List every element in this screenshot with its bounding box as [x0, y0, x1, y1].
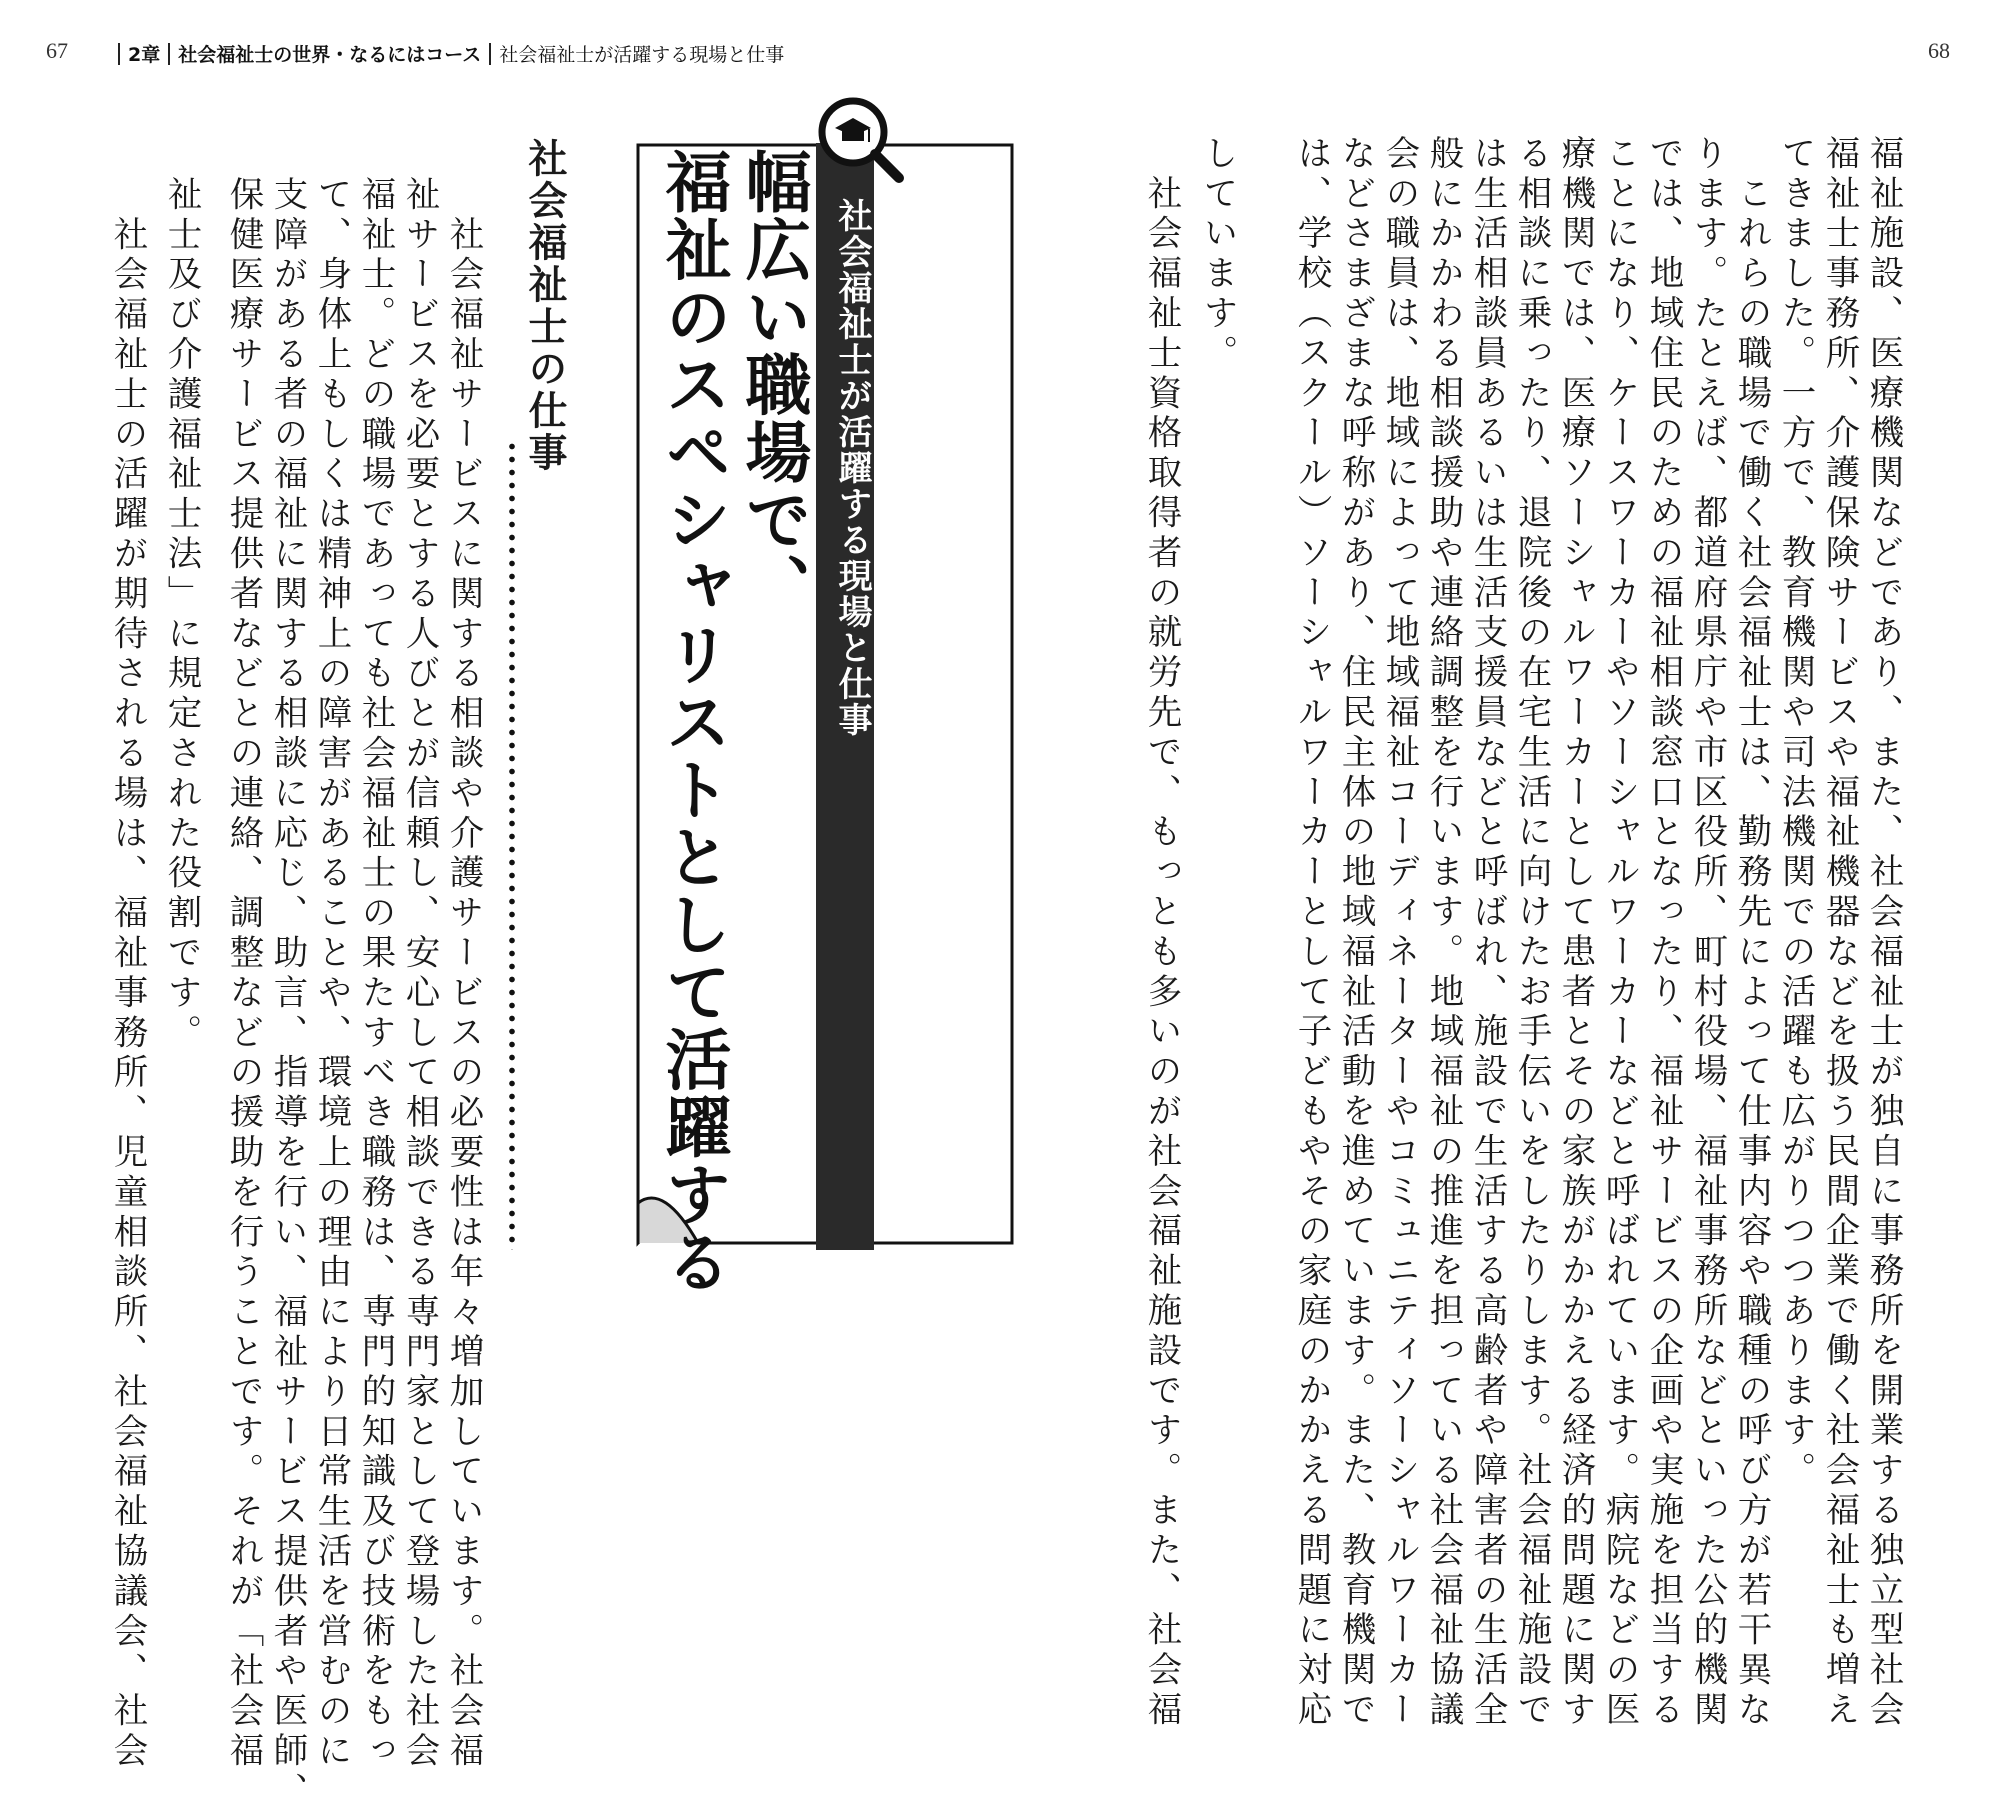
body-line: て、身体上もしくは精神上の障害があることや、環境上の理由により日常生活を営むのに: [311, 176, 351, 1772]
section-label: 社会福祉士の世界・なるにはコース: [178, 44, 482, 66]
body-line: 祉サービスを必要とする人びとが信頼し、安心して相談できる専門家として登場した社会: [399, 176, 439, 1772]
body-line: 社会福祉士の活躍が期待される場は、福祉事務所、児童相談所、社会福祉協議会、社会: [107, 176, 147, 1772]
body-line: 祉士及び介護福祉士法」に規定された役割です。: [161, 176, 201, 1054]
dotted-rule: [508, 440, 516, 1250]
body-line: ことになり、ケースワーカーやソーシャルワーカーなどと呼ばれています。病院などの医: [1599, 135, 1639, 1731]
body-line: ります。たとえば、都道府県庁や市区役所、町村役場、福祉事務所などといった公的機関: [1687, 135, 1727, 1731]
body-line: 会の職員は、地域によって地域福祉コーディネーターやコミュニティソーシャルワーカー: [1379, 135, 1419, 1731]
chapter-label: 2章: [128, 44, 161, 66]
header-divider: [489, 43, 491, 65]
body-line: 社会福祉士資格取得者の就労先で、もっとも多いのが社会福祉施設です。また、社会福: [1141, 135, 1181, 1731]
body-line: 社会福祉サービスに関する相談や介護サービスの必要性は年々増加しています。社会福: [443, 176, 483, 1772]
main-title-line-1: 幅広い職場で、: [734, 148, 811, 621]
page-number-left: 67: [46, 38, 68, 63]
body-line: これらの職場で働く社会福祉士は、勤務先によって仕事内容や職種の呼び方が若干異な: [1731, 135, 1771, 1731]
body-line: は、学校（スクール）ソーシャルワーカーとして子どもやその家庭のかかえる問題に対応: [1291, 135, 1331, 1731]
running-header: [110, 40, 784, 67]
header-divider: [168, 43, 170, 65]
section-heading: 社会福祉士の仕事: [522, 138, 567, 474]
body-line: 福祉士。どの職場であっても社会福祉士の果たすべき職務は、専門的知識及び技術をもっ: [355, 176, 395, 1772]
main-title-line-2: 福祉のスペシャリストとして活躍する: [654, 148, 731, 1296]
body-line: などさまざまな呼称があり、住民主体の地域福祉活動を進めています。また、教育機関で: [1335, 135, 1375, 1731]
body-line: では、地域住民のための福祉相談窓口となったり、福祉サービスの企画や実施を担当する: [1643, 135, 1683, 1731]
body-line: 般にかかわる相談援助や連絡調整を行います。地域福祉の推進を担っている社会福祉協議: [1423, 135, 1463, 1731]
body-line: る相談に乗ったり、退院後の在宅生活に向けたお手伝いをしたりします。社会福祉施設で: [1511, 135, 1551, 1731]
title-band-label: 社会福祉士が活躍する現場と仕事: [832, 198, 872, 738]
magnifier-cap-icon: [815, 94, 905, 184]
body-line: てきました。一方で、教育機関や司法機関での活躍も広がりつつあります。: [1775, 135, 1815, 1492]
body-line: 保健医療サービス提供者などとの連絡、調整などの援助を行うことです。それが「社会福: [223, 176, 263, 1772]
body-line: 福祉施設、医療機関などであり、また、社会福祉士が独自に事務所を開業する独立型社会: [1863, 135, 1903, 1731]
body-line: 支障がある者の福祉に関する相談に応じ、助言、指導を行い、福祉サービス提供者や医師、: [267, 176, 307, 1812]
body-line: 福祉士事務所、介護保険サービスや福祉機器などを扱う民間企業で働く社会福祉士も増え: [1819, 135, 1859, 1731]
body-line: しています。: [1197, 135, 1237, 375]
header-divider: [118, 43, 120, 65]
subsection-label: 社会福祉士が活躍する現場と仕事: [499, 44, 785, 66]
body-line: は生活相談員あるいは生活支援員などと呼ばれ、施設で生活する高齢者や障害者の生活全: [1467, 135, 1507, 1731]
page-number-right: 68: [1928, 38, 1950, 63]
body-line: 療機関では、医療ソーシャルワーカーとして患者とその家族がかかえる経済的問題に関す: [1555, 135, 1595, 1731]
